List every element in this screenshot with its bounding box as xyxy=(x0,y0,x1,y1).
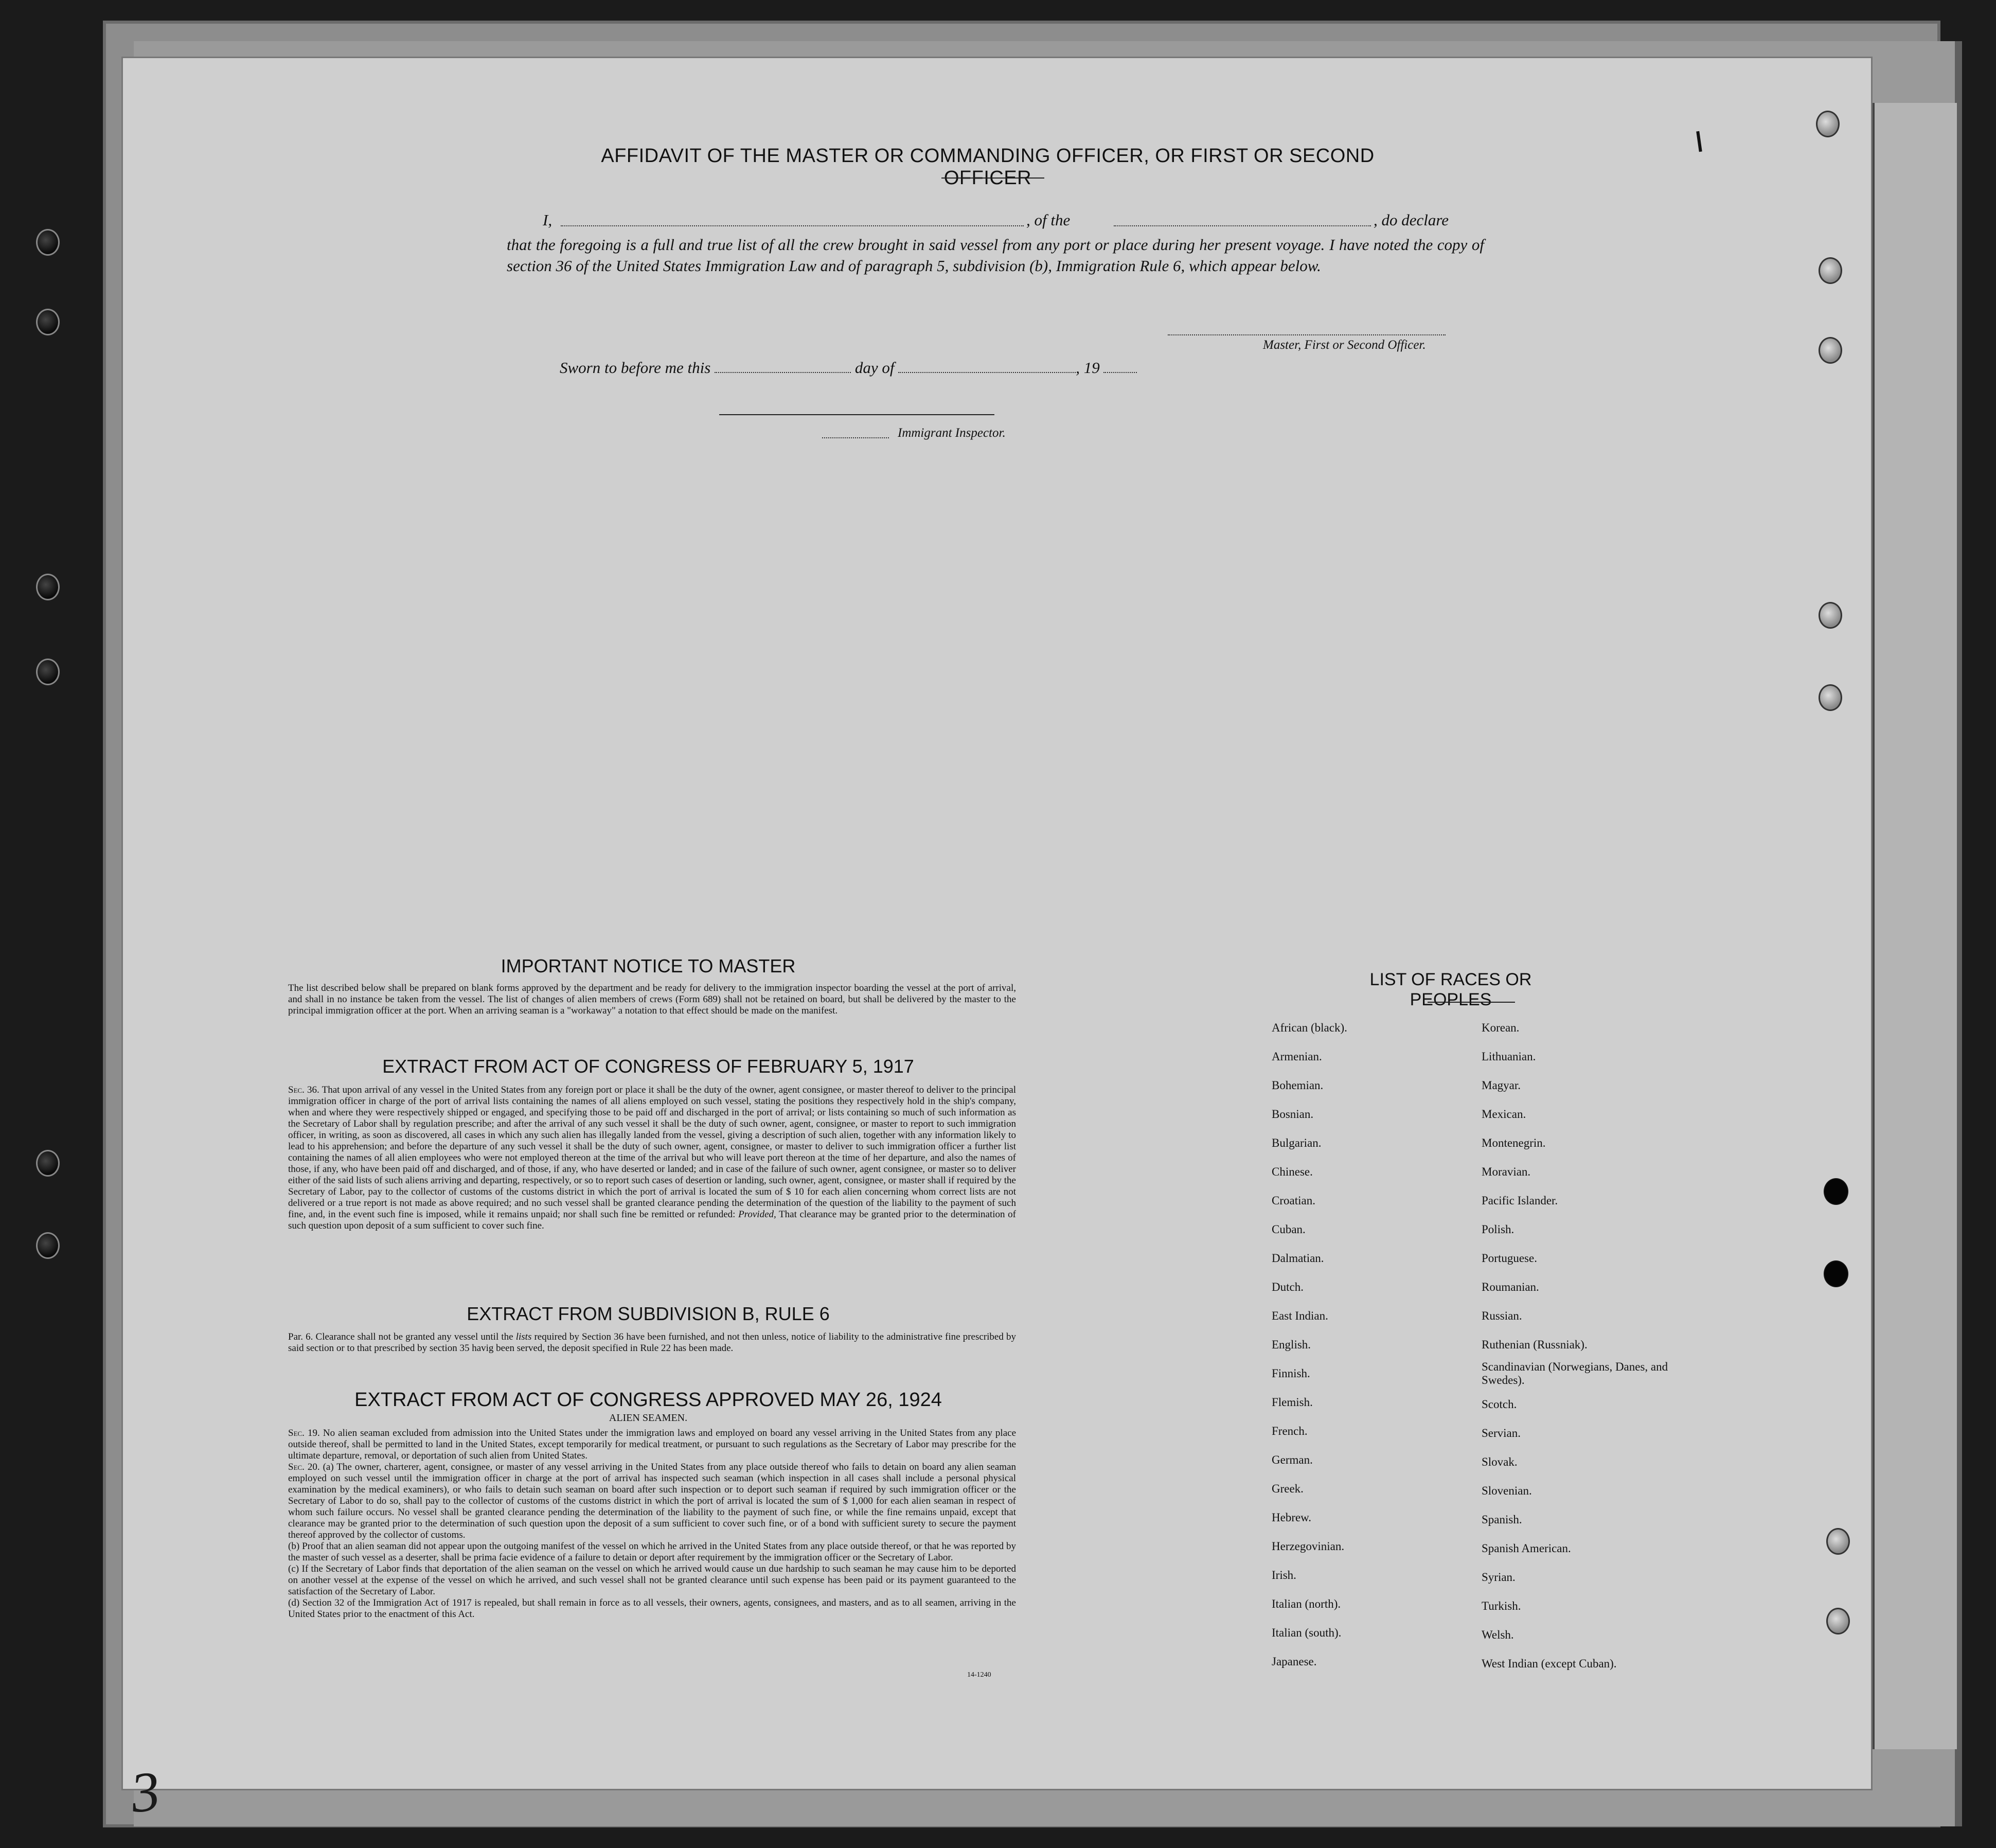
race-left-item: Japanese. xyxy=(1272,1655,1317,1668)
sworn-day-blank[interactable] xyxy=(715,359,851,373)
sworn-prefix: Sworn to before me this xyxy=(560,359,711,377)
race-left-item: Finnish. xyxy=(1272,1367,1310,1380)
binder-hole-right-2 xyxy=(1819,257,1842,284)
affidavit-i: I, xyxy=(543,211,553,229)
binder-hole-right-9 xyxy=(1826,1608,1850,1634)
race-left-item: Herzegovinian. xyxy=(1272,1540,1345,1553)
race-left-item: Bosnian. xyxy=(1272,1108,1314,1121)
race-right-item: Spanish. xyxy=(1482,1513,1522,1526)
race-left-item: Greek. xyxy=(1272,1482,1304,1495)
sec20c-text: (c) If the Secretary of Labor finds that deportation of the alien seaman on the vessel on which he arrived would cause un due hardship to such seaman he may cause him to be deported on another vessel at the expense of the vessel on which he arrived, and such vessel shall not be granted clearance until such expense has been paid or its payment guaranteed to the satisfaction of the Secretary of Labor. xyxy=(288,1563,1016,1597)
sec19-label: Sec. 19. xyxy=(288,1428,320,1438)
race-left-item: Dalmatian. xyxy=(1272,1252,1324,1265)
handwritten-number: 3 xyxy=(128,1759,163,1825)
race-right-item: Portuguese. xyxy=(1482,1252,1537,1265)
form-number: 14-1240 xyxy=(967,1671,991,1679)
race-left-item: Hebrew. xyxy=(1272,1511,1312,1524)
affidavit-declare: , do declare xyxy=(1374,211,1449,229)
name-blank[interactable] xyxy=(561,212,1024,226)
race-right-item: Mexican. xyxy=(1482,1108,1526,1121)
race-left-item: East Indian. xyxy=(1272,1309,1328,1322)
sec36-label: Sec. 36. xyxy=(288,1085,319,1095)
binder-hole-left-1 xyxy=(36,229,60,256)
race-left-item: French. xyxy=(1272,1425,1308,1437)
inspector-signature-line[interactable] xyxy=(719,414,994,415)
sec19-text: No alien seaman excluded from admission into the United States under the immigration laws and employed on board any vessel arriving in the United States from any place outside thereof, shall be permitted to land in the United States, except temporarily for medical treatment, or pursuant to such regulations as the Secretary of Labor may prescribe for the ultimate departure, removal, or deportation of such alien from United States. xyxy=(288,1428,1017,1461)
binder-hole-left-2 xyxy=(36,309,60,335)
affidavit-title-rule xyxy=(941,177,1044,179)
sworn-line xyxy=(560,359,1137,377)
sec20b-text: (b) Proof that an alien seaman did not appear upon the outgoing manifest of the vessel on which he arrived in the United States from any place outside thereof, or that he was reported by the master of such vessel as a deserter, shall be prima facie evidence of a failure to detain or deport after requirement by the immigration officer or the Secretary of Labor. xyxy=(288,1541,1016,1563)
race-right-item: Roumanian. xyxy=(1482,1281,1539,1293)
binder-hole-left-3 xyxy=(36,574,60,600)
race-left-item: Armenian. xyxy=(1272,1050,1322,1063)
extract-rule6-text xyxy=(257,1331,1016,1354)
sec20d-text: (d) Section 32 of the Immigration Act of 1917 is repealed, but shall remain in force as to all vessels, their owners, agents, consignees, and masters, and as to all seamen, arriving in the United States prior to the enactment of this Act. xyxy=(288,1597,1016,1620)
race-left-item: English. xyxy=(1272,1338,1311,1351)
race-right-item: West Indian (except Cuban). xyxy=(1482,1657,1617,1670)
binder-hole-right-7 xyxy=(1824,1260,1848,1287)
vessel-blank[interactable] xyxy=(1114,212,1371,226)
race-right-item: Polish. xyxy=(1482,1223,1514,1236)
affidavit-title: AFFIDAVIT OF THE MASTER OR COMMANDING OFFICER, OR FIRST OR SECOND OFFICER xyxy=(601,145,1375,189)
master-signature-label: Master, First or Second Officer. xyxy=(1263,338,1426,352)
race-right-item: Russian. xyxy=(1482,1309,1522,1322)
notice-title: IMPORTANT NOTICE TO MASTER xyxy=(501,955,796,976)
race-right-item: Spanish American. xyxy=(1482,1542,1571,1555)
race-left-item: Chinese. xyxy=(1272,1165,1313,1178)
master-signature-line[interactable] xyxy=(1168,334,1446,335)
rule6-text-a: Par. 6. Clearance shall not be granted any vessel until the xyxy=(288,1331,513,1342)
binder-hole-right-8 xyxy=(1826,1528,1850,1555)
sworn-day-of: day of xyxy=(854,359,895,377)
binder-hole-left-4 xyxy=(36,659,60,685)
race-right-item: Turkish. xyxy=(1482,1600,1521,1612)
affidavit-body: that the foregoing is a full and true list of all the crew brought in said vessel from any port or place during her present voyage. I have noted the copy of section 36 of the United States Immigration Law and of paragraph 5, subdivision (b), Immigration Rule 6, which appear below. xyxy=(507,236,1484,275)
race-right-item: Korean. xyxy=(1482,1021,1520,1034)
race-right-item: Welsh. xyxy=(1482,1628,1514,1641)
race-right-item: Pacific Islander. xyxy=(1482,1194,1558,1207)
race-left-item: Dutch. xyxy=(1272,1281,1304,1293)
race-right-item: Scandinavian (Norwegians, Danes, and Swedes). xyxy=(1482,1360,1668,1387)
binder-hole-right-4 xyxy=(1819,602,1842,629)
race-left-item: German. xyxy=(1272,1453,1313,1466)
rule6-text-b: required by Section 36 have been furnished, and not then unless, notice of liability to the administrative fine prescribed by said section or to that prescribed by section 35 havig been served, the deposit specified in Rule 22 has been made. xyxy=(288,1331,1016,1354)
notice-paragraph: The list described below shall be prepared on blank forms approved by the department and be ready for delivery to the immigration inspector boarding the vessel at the port of arrival, and shall in no instance be taken from the vessel. The list of changes of alien members of crews (Form 689) shall not be retained on board, but shall be delivered by the master to the principal immigration officer at the port. When an arriving seaman is a "workaway" a notation to that effect should be made on the manifest. xyxy=(288,983,1016,1016)
extract-1924-text xyxy=(257,1428,1016,1620)
race-left-item: Bohemian. xyxy=(1272,1079,1324,1092)
race-left-item: Flemish. xyxy=(1272,1396,1313,1409)
underlying-page-edge xyxy=(1873,103,1957,1749)
rule6-lists-word: lists xyxy=(515,1331,532,1342)
race-right-item: Syrian. xyxy=(1482,1571,1516,1584)
provided-word: Provided, xyxy=(738,1209,776,1220)
race-right-item: Servian. xyxy=(1482,1427,1521,1440)
race-right-item: Montenegrin. xyxy=(1482,1136,1546,1149)
sec20-label: Sec. 20. xyxy=(288,1462,320,1472)
sec36-text-end: That clearance may be granted prior to the determination of such question upon deposit of a sum sufficient to cover such fine. xyxy=(288,1209,1016,1231)
race-right-item: Lithuanian. xyxy=(1482,1050,1536,1063)
race-left-item: Italian (south). xyxy=(1272,1626,1342,1639)
binder-hole-right-1 xyxy=(1816,111,1840,137)
extract-1924-title: EXTRACT FROM ACT OF CONGRESS APPROVED MAY 26, 1924 xyxy=(354,1389,942,1411)
binder-hole-left-6 xyxy=(36,1232,60,1259)
sworn-year-blank[interactable] xyxy=(1103,359,1137,373)
race-right-item: Moravian. xyxy=(1482,1165,1531,1178)
race-left-item: Italian (north). xyxy=(1272,1597,1341,1610)
sworn-month-blank[interactable] xyxy=(898,359,1076,373)
race-left-item: Cuban. xyxy=(1272,1223,1306,1236)
race-left-item: African (black). xyxy=(1272,1021,1347,1034)
extract-1924-subtitle: ALIEN SEAMEN. xyxy=(609,1412,688,1424)
inspector-dotted-line xyxy=(822,437,889,438)
binder-hole-right-5 xyxy=(1819,684,1842,711)
binder-hole-right-3 xyxy=(1819,337,1842,364)
binder-hole-right-6 xyxy=(1824,1178,1848,1205)
race-right-item: Slovenian. xyxy=(1482,1484,1532,1497)
extract-1917-title: EXTRACT FROM ACT OF CONGRESS OF FEBRUARY 5, 1917 xyxy=(382,1056,914,1077)
inspector-label: Immigrant Inspector. xyxy=(898,426,1006,440)
binder-hole-left-5 xyxy=(36,1150,60,1177)
races-title: LIST OF RACES OR PEOPLES xyxy=(1369,970,1532,1009)
race-left-item: Irish. xyxy=(1272,1569,1296,1582)
race-right-item: Ruthenian (Russniak). xyxy=(1482,1338,1588,1351)
race-left-item: Croatian. xyxy=(1272,1194,1315,1207)
affidavit-declaration-line xyxy=(507,211,1484,233)
extract-rule6-title: EXTRACT FROM SUBDIVISION B, RULE 6 xyxy=(467,1303,830,1324)
race-right-item: Magyar. xyxy=(1482,1079,1521,1092)
race-left-item: Bulgarian. xyxy=(1272,1136,1322,1149)
sec20a-text: (a) The owner, charterer, agent, consignee, or master of any vessel arriving in the United States from any place outside thereof who fails to detain on board any alien seaman employed on such vessel until the immigration officer in charge at the port of arrival has inspected such seaman (which inspection in all cases shall include a personal physical examination by the medical examiners), or who fails to detain such seaman on board after such inspection or to deport such seaman if required by such immigration officer or the Secretary of Labor to do so, shall pay to the collector of customs of the customs district in which the port of arrival is located the sum of $ 1,000 for each alien seaman in respect of whom such failure occurs. No vessel shall be granted clearance pending the determination of the liability to the payment of such fine, or while the fine remains unpaid, except that clearance may be granted prior to the determination of such question upon the deposit of a sum sufficient to cover such fine, or of a bond with sufficient surety to secure the payment thereof approved by the collector of customs. xyxy=(288,1462,1017,1540)
race-right-item: Slovak. xyxy=(1482,1455,1518,1468)
sworn-year: , 19 xyxy=(1076,359,1100,377)
extract-1917-text xyxy=(257,1085,1016,1232)
notice-text xyxy=(257,983,1016,1017)
race-right-item: Scotch. xyxy=(1482,1398,1517,1411)
affidavit-of-the: , of the xyxy=(1026,211,1071,229)
races-title-rule xyxy=(1428,1002,1515,1003)
sec36-text: That upon arrival of any vessel in the United States from any foreign port or place it shall be the duty of the owner, agent consignee, or master thereof to deliver to the principal immigration officer in charge of the port of arrival lists containing the names of all aliens employed on such vessel, stating the positions they respectively hold in the ship's company, when and where they were respectively shipped or engaged, and specifying those to be paid off and discharged in the port of arrival; or lists containing so much of such information as the Secretary of Labor shall by regulation prescribe; and after the arrival of any such vessel it shall be the duty of such owner, agent, consignee, or master to report to such immigration officer, in writing, as soon as discovered, all cases in which any such alien has illegally landed from the vessel, giving a description of such alien, together with any information likely to lead to his apprehension; and before the departure of any such vessel it shall be the duty of such owner, agent, consignee, or master to deliver to such immigration officer a further list containing the names of all alien employees who were not employed thereon at the time of the arrival but who will leave port thereon at the time of her departure, and also the names of those, if any, who have been paid off and discharged, and of those, if any, who have deserted or landed; and in case of the failure of such owner, agent consignee, or master so to deliver either of the said lists of such aliens arriving and departing, respectively, or so to report such cases of desertion or landing, such owner, agent, consignee, or master shall if required by the Secretary of Labor, pay to the collector of customs of the customs district in which the port of arrival is located the sum of $ 10 for each alien concerning whom correct lists are not delivered or a true report is not made as above required; and no such vessel shall be granted clearance pending the determination of the question of the liability to the payment of such fine, and, in the event such fine is imposed, while it remains unpaid; nor shall such fine be remitted or refunded: xyxy=(288,1085,1016,1220)
